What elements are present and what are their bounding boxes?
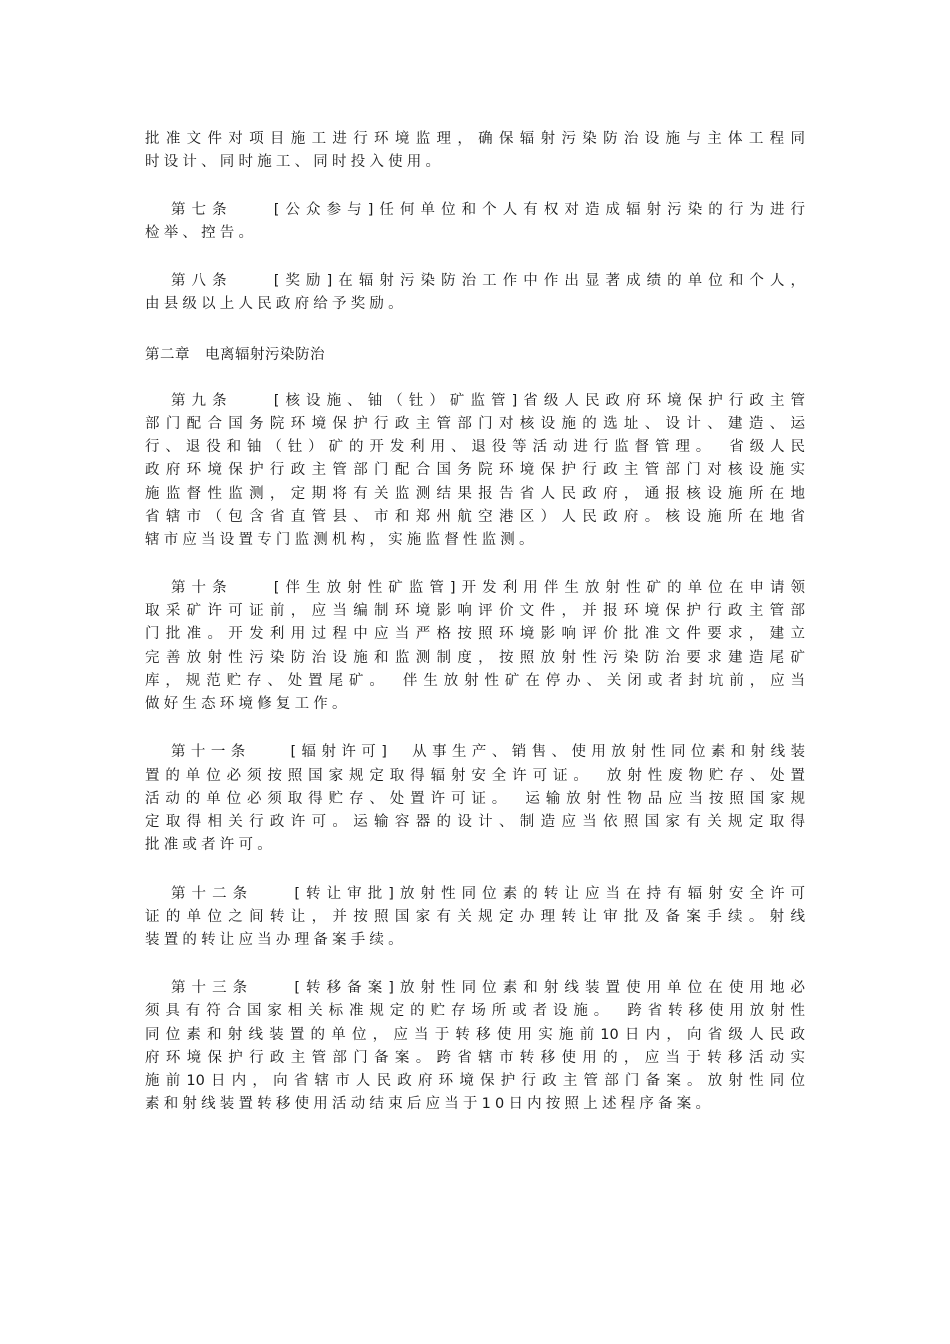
text-line: 库，规范贮存、处置尾矿。 伴生放射性矿在停办、关闭或者封坑前，应当	[145, 673, 805, 689]
text-line: 第十一条 [辐射许可] 从事生产、销售、使用放射性同位素和射线装	[171, 744, 805, 760]
text-line: 检举、控告。	[145, 225, 258, 241]
text-line: 施监督性监测，定期将有关监测结果报告省人民政府，通报核设施所在地	[145, 486, 805, 502]
text-line: 行、退役和铀（钍）矿的开发利用、退役等活动进行监督管理。 省级人民	[145, 439, 805, 455]
text-line: 批准文件对项目施工进行环境监理，确保辐射污染防治设施与主体工程同	[145, 131, 805, 147]
text-line: 批准或者许可。	[145, 837, 276, 853]
text-line: 证的单位之间转让，并按照国家有关规定办理转让审批及备案手续。射线	[145, 909, 805, 925]
text-line: 时设计、同时施工、同时投入使用。	[145, 154, 445, 170]
text-line: 府环境保护行政主管部门备案。跨省辖市转移使用的，应当于转移活动实	[145, 1050, 805, 1066]
text-line: 置的单位必须按照国家规定取得辐射安全许可证。 放射性废物贮存、处置	[145, 768, 805, 784]
text-line: 部门配合国务院环境保护行政主管部门对核设施的选址、设计、建造、运	[145, 416, 805, 432]
text-line: 由县级以上人民政府给予奖励。	[145, 296, 407, 312]
text-line: 第十条 [伴生放射性矿监管]开发利用伴生放射性矿的单位在申请领	[171, 580, 805, 596]
text-line: 第九条 [核设施、铀（钍）矿监管]省级人民政府环境保护行政主管	[171, 393, 805, 409]
text-line: 施前10日内，向省辖市人民政府环境保护行政主管部门备案。放射性同位	[145, 1073, 805, 1089]
text-line: 做好生态环境修复工作。	[145, 696, 351, 712]
text-line: 第八条 [奖励]在辐射污染防治工作中作出显著成绩的单位和个人，	[171, 273, 805, 289]
text-line: 须具有符合国家相关标准规定的贮存场所或者设施。 跨省转移使用放射性	[145, 1003, 805, 1019]
text-line: 同位素和射线装置的单位，应当于转移使用实施前10日内，向省级人民政	[145, 1027, 805, 1043]
text-line: 活动的单位必须取得贮存、处置许可证。 运输放射性物品应当按照国家规	[145, 791, 805, 807]
text-line: 定取得相关行政许可。运输容器的设计、制造应当依照国家有关规定取得	[145, 814, 805, 830]
text-line: 取采矿许可证前，应当编制环境影响评价文件，并报环境保护行政主管部	[145, 603, 805, 619]
text-line: 第七条 [公众参与]任何单位和个人有权对造成辐射污染的行为进行	[171, 202, 805, 218]
text-line: 辖市应当设置专门监测机构，实施监督性监测。	[145, 532, 538, 548]
text-line: 门批准。开发利用过程中应当严格按照环境影响评价批准文件要求，建立	[145, 626, 805, 642]
text-line: 第十二条 [转让审批]放射性同位素的转让应当在持有辐射安全许可	[171, 886, 805, 902]
text-line: 第十三条 [转移备案]放射性同位素和射线装置使用单位在使用地必	[171, 980, 805, 996]
text-line: 政府环境保护行政主管部门配合国务院环境保护行政主管部门对核设施实	[145, 462, 805, 478]
text-line: 省辖市（包含省直管县、市和郑州航空港区）人民政府。核设施所在地省	[145, 509, 805, 525]
text-line: 完善放射性污染防治设施和监测制度，按照放射性污染防治要求建造尾矿	[145, 650, 805, 666]
text-line: 素和射线装置转移使用活动结束后应当于10日内按照上述程序备案。	[145, 1096, 715, 1112]
text-line: 装置的转让应当办理备案手续。	[145, 932, 407, 948]
chapter-heading: 第二章 电离辐射污染防治	[145, 347, 325, 363]
